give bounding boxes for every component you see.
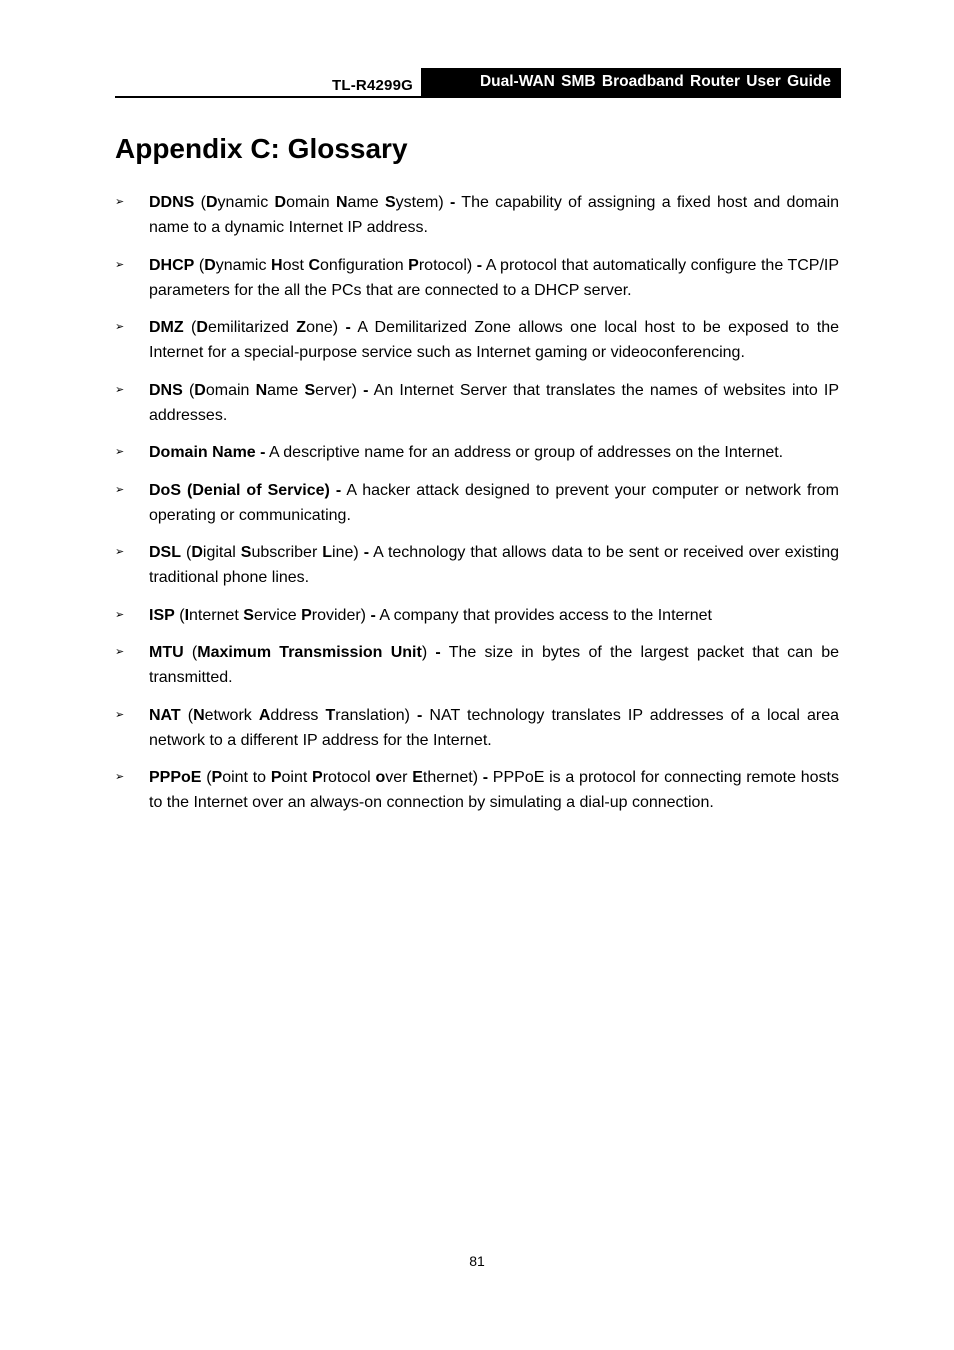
glossary-term: DHCP	[149, 256, 195, 274]
term-expansion-part: T	[325, 706, 336, 724]
page-title: Appendix C: Glossary	[115, 133, 408, 164]
bullet-arrow-icon: ➢	[115, 321, 125, 333]
bullet-arrow-icon: ➢	[115, 608, 125, 621]
term-expansion-part: ystem	[395, 194, 439, 211]
glossary-term: Domain Name	[149, 444, 256, 461]
term-expansion-part: L	[322, 544, 333, 561]
bullet-arrow-icon: ➢	[115, 708, 125, 721]
paren-close: )	[421, 644, 436, 661]
definition-dash: -	[449, 194, 456, 211]
term-expansion-part: P	[301, 606, 312, 624]
term-expansion-part: oint	[281, 769, 313, 786]
glossary-term: DSL	[149, 544, 181, 561]
term-expansion-part: emilitarized	[207, 319, 297, 336]
paren-close: )	[332, 319, 346, 336]
glossary-entry	[115, 190, 839, 240]
glossary-definition: An Internet Server that translates the names of websites into IP addresses.	[149, 381, 840, 424]
term-expansion-part: Maximum Transmission Unit	[197, 644, 422, 661]
term-expansion-part: ynamic	[217, 194, 275, 211]
paren-open: (	[182, 381, 195, 399]
term-expansion-part: ranslation	[335, 706, 405, 724]
paren-open: (	[174, 606, 185, 624]
definition-dash: -	[345, 319, 351, 336]
term-expansion-part: ervice	[253, 606, 302, 624]
term-expansion-part: erver	[315, 381, 352, 399]
glossary-term: MTU	[149, 644, 184, 661]
definition-dash: -	[363, 381, 369, 399]
bullet-arrow-icon: ➢	[115, 383, 125, 396]
header-guide-title: Dual-WAN SMB Broadband Router User Guide	[421, 68, 841, 96]
glossary-term: DoS (Denial of Service)	[149, 481, 330, 499]
term-expansion-part: ine	[332, 544, 354, 561]
glossary-entry	[115, 540, 839, 590]
paren-close: )	[360, 606, 371, 624]
term-expansion-part: ynamic	[215, 256, 271, 274]
glossary-definition: A hacker attack designed to prevent your computer or network from operating or communicating.	[149, 481, 840, 524]
glossary-term: DDNS	[149, 194, 195, 211]
header-model: TL-R4299G	[332, 77, 413, 94]
glossary-entry	[115, 640, 839, 690]
paren-close: )	[404, 706, 418, 724]
definition-dash: -	[363, 544, 370, 561]
definition-dash: -	[476, 256, 483, 274]
definition-dash: -	[335, 481, 342, 499]
glossary-entry	[115, 603, 839, 628]
term-expansion-part: omain	[205, 381, 256, 399]
bullet-arrow-icon: ➢	[115, 546, 125, 558]
page-number: 81	[469, 1253, 485, 1269]
term-expansion-part: ost	[282, 256, 309, 274]
paren-open: (	[194, 256, 205, 274]
term-expansion-part: I	[184, 606, 190, 624]
term-expansion-part: S	[243, 606, 254, 624]
paren-open: (	[201, 769, 212, 786]
paren-close: )	[353, 544, 364, 561]
glossary-term: DMZ	[149, 319, 184, 336]
paren-open: (	[194, 194, 206, 211]
bullet-arrow-icon: ➢	[115, 771, 125, 783]
term-expansion-part: igital	[202, 544, 241, 561]
glossary-term: PPPoE	[149, 769, 202, 786]
term-expansion-part: D	[196, 319, 208, 336]
bullet-arrow-icon: ➢	[115, 258, 125, 271]
definition-dash: -	[482, 769, 489, 786]
term-expansion-part: onfiguration	[320, 256, 409, 274]
paren-close: )	[472, 769, 483, 786]
term-expansion-part: ddress	[270, 706, 326, 724]
term-expansion-part: one	[306, 319, 333, 336]
term-expansion-part: omain	[286, 194, 336, 211]
term-expansion-part: ame	[347, 194, 385, 211]
term-expansion-part: D	[191, 544, 203, 561]
page-header	[115, 68, 841, 98]
term-expansion-part: A	[258, 706, 271, 724]
term-expansion-part: oint to	[222, 769, 271, 786]
definition-dash: -	[370, 606, 376, 624]
glossary-definition: NAT technology translates IP addresses of a local area network to a different IP address for the Internet.	[149, 706, 840, 749]
glossary-term: NAT	[149, 706, 181, 724]
bullet-arrow-icon: ➢	[115, 646, 125, 658]
term-expansion-part: D	[194, 381, 206, 399]
definition-dash: -	[260, 444, 266, 461]
term-expansion-part: ame	[267, 381, 305, 399]
term-expansion-part: rotocol	[418, 256, 467, 274]
glossary-entry	[115, 478, 839, 528]
bullet-arrow-icon: ➢	[115, 196, 125, 208]
glossary-definition: The capability of assigning a fixed host and domain name to a dynamic Internet IP address.	[149, 194, 840, 236]
glossary-entry	[115, 378, 839, 428]
paren-open: (	[183, 644, 198, 661]
term-expansion-part: rovider	[311, 606, 361, 624]
glossary-entry	[115, 315, 839, 365]
term-expansion-part: etwork	[204, 706, 259, 724]
bullet-arrow-icon: ➢	[115, 483, 125, 496]
term-expansion-part: N	[193, 706, 205, 724]
term-expansion-part: N	[335, 194, 348, 211]
term-expansion-part: ver	[385, 769, 413, 786]
term-expansion-part: Z	[296, 319, 307, 336]
glossary-definition: A technology that allows data to be sent or received over existing traditional phone lines.	[149, 544, 840, 586]
term-expansion-part: P	[312, 769, 323, 786]
term-expansion-part: D	[204, 256, 216, 274]
term-expansion-part: P	[408, 256, 419, 274]
term-expansion-part: S	[384, 194, 396, 211]
term-expansion-part: thernet	[422, 769, 473, 786]
term-expansion-part: N	[255, 381, 268, 399]
glossary-definition: A Demilitarized Zone allows one local host to be exposed to the Internet for a special-purpose service such as Internet gaming or videoconferencing.	[149, 319, 840, 361]
term-expansion-part: ubscriber	[251, 544, 323, 561]
term-expansion-part: rotocol	[322, 769, 376, 786]
glossary-definition: A descriptive name for an address or group of addresses on the Internet.	[265, 444, 784, 461]
glossary-entry	[115, 765, 839, 815]
term-expansion-part: C	[308, 256, 321, 274]
glossary-entry	[115, 253, 839, 303]
term-expansion-part: H	[271, 256, 283, 274]
paren-open: (	[180, 706, 194, 724]
glossary-definition: A company that provides access to the Internet	[375, 606, 712, 624]
definition-dash: -	[417, 706, 423, 724]
paren-close: )	[351, 381, 364, 399]
paren-close: )	[438, 194, 450, 211]
term-expansion-part: P	[270, 769, 282, 786]
term-expansion-part: o	[375, 769, 386, 786]
term-expansion-part: nternet	[189, 606, 244, 624]
glossary-definition: The size in bytes of the largest packet that can be transmitted.	[149, 644, 840, 686]
term-expansion-part: S	[304, 381, 316, 399]
term-expansion-part: S	[240, 544, 252, 561]
glossary-list	[115, 190, 839, 828]
glossary-definition: PPPoE is a protocol for connecting remote hosts to the Internet over an always-on connection by simulating a dial-up connection.	[149, 769, 840, 811]
glossary-entry	[115, 703, 839, 753]
glossary-entry	[115, 440, 839, 465]
term-expansion-part: D	[205, 194, 218, 211]
definition-dash: -	[435, 644, 441, 661]
paren-open: (	[181, 544, 192, 561]
glossary-definition: A protocol that automatically configure the TCP/IP parameters for the all the PCs that are connected to a DHCP server.	[149, 256, 840, 299]
paren-open: (	[183, 319, 197, 336]
bullet-arrow-icon: ➢	[115, 446, 125, 458]
paren-close: )	[466, 256, 477, 274]
term-expansion-part: P	[211, 769, 223, 786]
term-expansion-part: E	[412, 769, 423, 786]
term-expansion-part: D	[274, 194, 287, 211]
glossary-term: ISP	[149, 606, 175, 624]
glossary-term: DNS	[149, 381, 183, 399]
